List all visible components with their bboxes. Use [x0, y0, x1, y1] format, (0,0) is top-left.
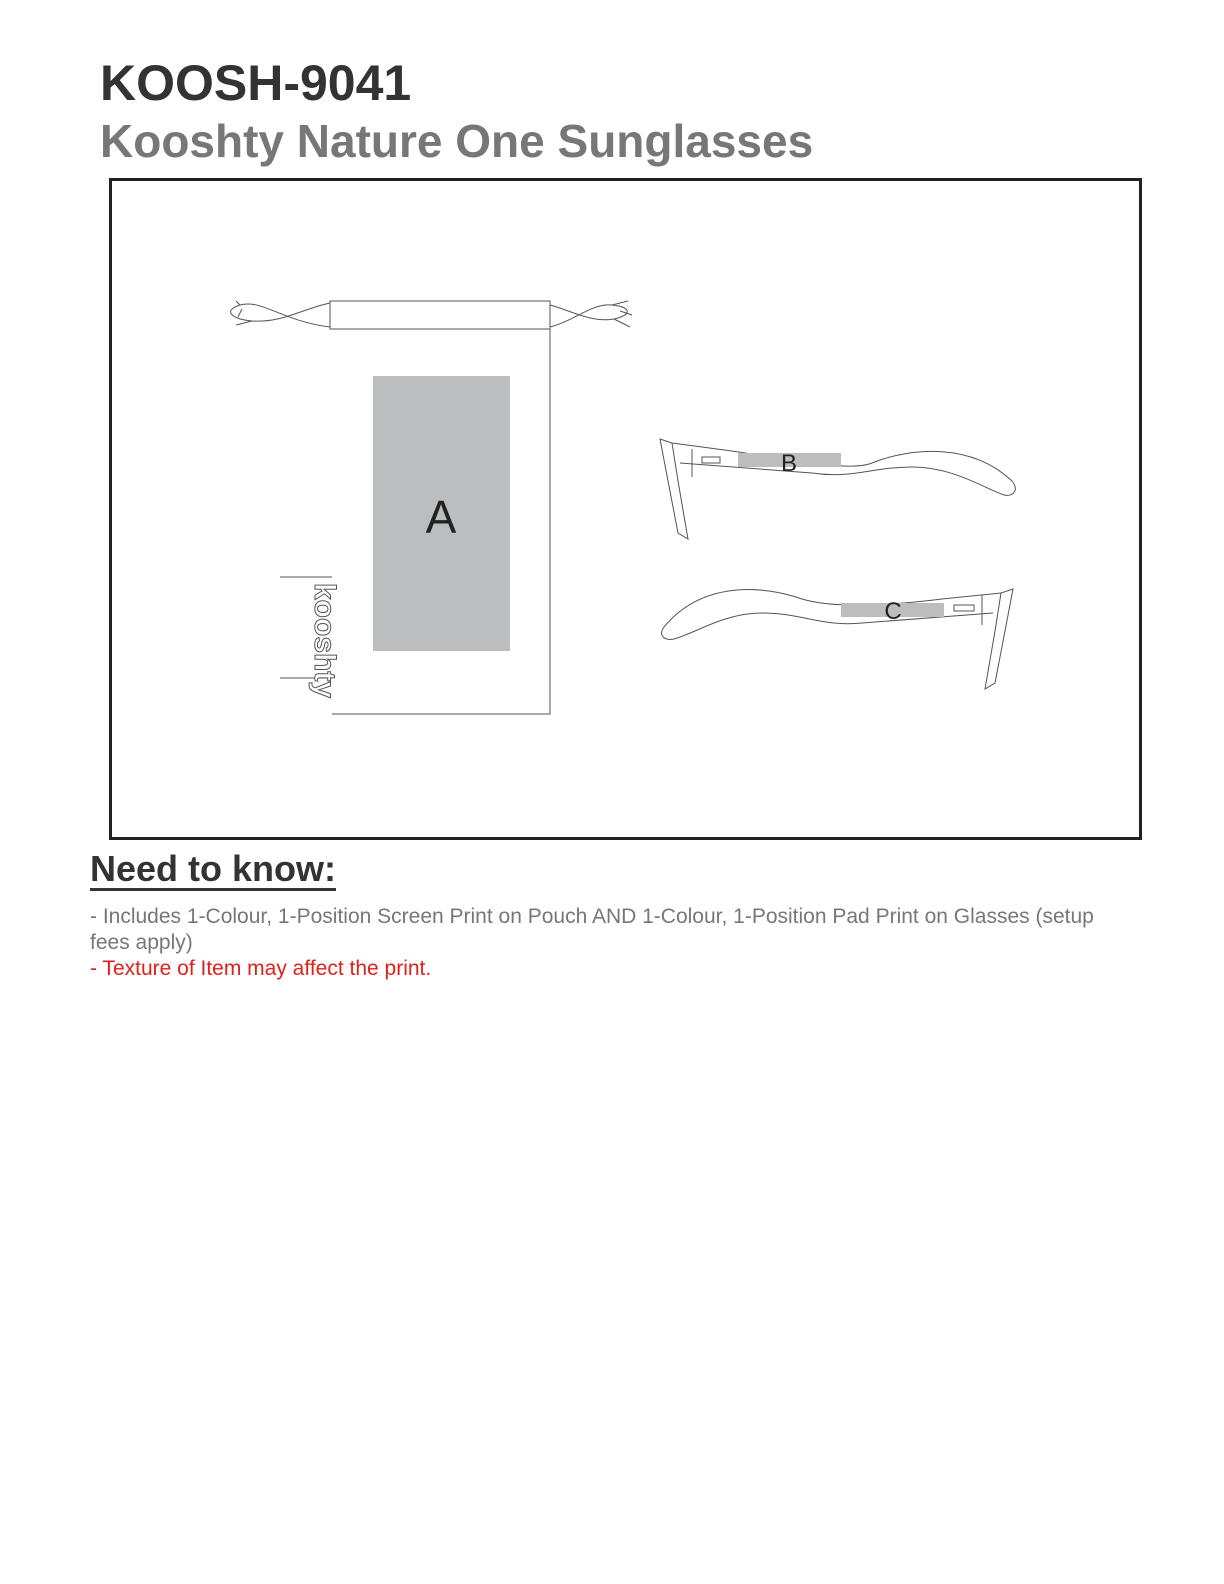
pouch-logo: kooshty — [308, 583, 341, 699]
need-to-know-line: - Includes 1-Colour, 1-Position Screen Print on Pouch AND 1-Colour, 1-Position Pad Print on Glasses (setup fees apply) — [90, 905, 1094, 954]
print-area-c-label: C — [884, 598, 902, 625]
imprint-diagram-frame — [109, 178, 1142, 840]
pouch-drawstring-channel — [330, 301, 550, 329]
print-area-a-label: A — [425, 491, 457, 543]
glasses-arm-lower — [662, 589, 1013, 689]
imprint-diagram — [112, 181, 1139, 837]
need-to-know-warning: - Texture of Item may affect the print. — [90, 957, 432, 980]
need-to-know-heading: Need to know: — [90, 848, 337, 889]
print-area-b-label: B — [780, 450, 798, 477]
need-to-know-notes — [90, 904, 1100, 982]
product-code: KOOSH-9041 — [100, 55, 412, 111]
product-name: Kooshty Nature One Sunglasses — [100, 115, 814, 167]
